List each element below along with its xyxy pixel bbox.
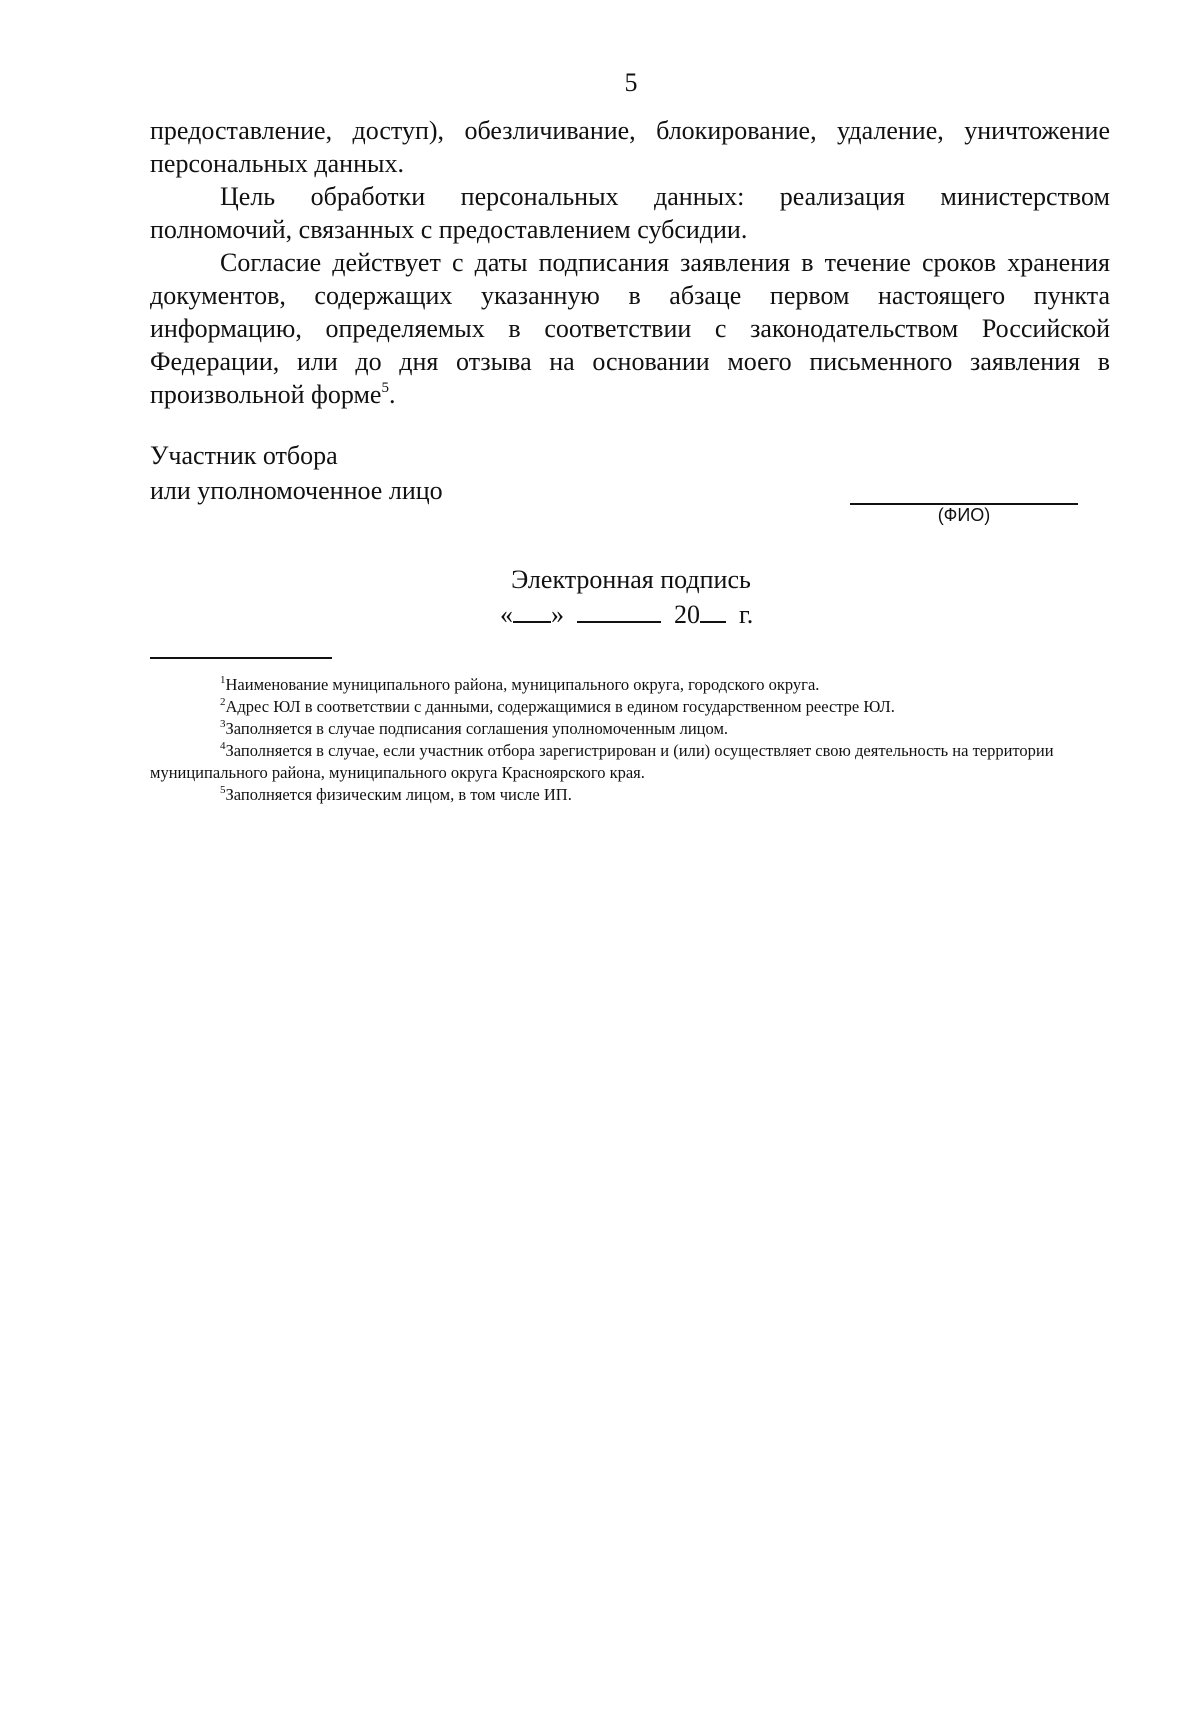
year-blank [700, 599, 726, 623]
electronic-signature-label: Электронная подпись [511, 565, 751, 594]
fio-caption: (ФИО) [937, 505, 991, 525]
footnote [150, 718, 1110, 740]
paragraph-consent-term [150, 246, 1110, 411]
signer-block [150, 438, 443, 508]
footnote-text: Заполняется в случае, если участник отбора зарегистрирован и (или) осуществляет свою деятельность на территории муниципального района, муниципального округа Красноярского края. [150, 741, 1054, 782]
footnote [150, 696, 1110, 718]
footnote-text: Заполняется физическим лицом, в том числе ИП. [225, 785, 572, 804]
date-line [500, 598, 753, 631]
consent-term-end: . [388, 380, 396, 409]
footnote [150, 674, 1110, 696]
footnote-text: Наименование муниципального района, муниципального округа, городского округа. [225, 675, 820, 694]
signer-label-line1: Участник отбора [150, 441, 338, 470]
footnote-number: 3 [220, 718, 226, 730]
quote-open: « [500, 600, 513, 629]
year-suffix: г. [739, 600, 754, 629]
footnote-separator [150, 657, 332, 659]
footnote-number: 4 [220, 740, 226, 752]
footnote-ref: 5 [381, 380, 389, 396]
paragraph-data-actions: предоставление, доступ), обезличивание, блокирование, удаление, уничтожение персональных данных. [150, 116, 1110, 178]
month-blank [577, 599, 661, 623]
footnote-text: Адрес ЮЛ в соответствии с данными, содержащимися в едином государственном реестре ЮЛ. [225, 697, 895, 716]
footnotes [150, 674, 1110, 806]
footnote [150, 784, 1110, 806]
paragraph-processing-purpose: Цель обработки персональных данных: реализация министерством полномочий, связанных с предоставлением субсидии. [150, 182, 1110, 244]
footnote-number: 1 [220, 674, 226, 686]
year-prefix: 20 [674, 600, 700, 629]
quote-close: » [551, 600, 564, 629]
footnote-number: 2 [220, 696, 226, 708]
page-number: 5 [624, 68, 638, 97]
footnote [150, 740, 1110, 784]
consent-term-text: Согласие действует с даты подписания заявления в течение сроков хранения документов, содержащих указанную в абзаце первом настоящего пункта информацию, определяемых в соответствии с законодательством Российской Федерации, или до дня отзыва на основании моего письменного заявления в произвольной форме [150, 248, 1110, 409]
signer-label-line2: или уполномоченное лицо [150, 476, 443, 505]
footnote-number: 5 [220, 784, 226, 796]
footnote-text: Заполняется в случае подписания соглашения уполномоченным лицом. [225, 719, 729, 738]
day-blank [513, 599, 551, 623]
